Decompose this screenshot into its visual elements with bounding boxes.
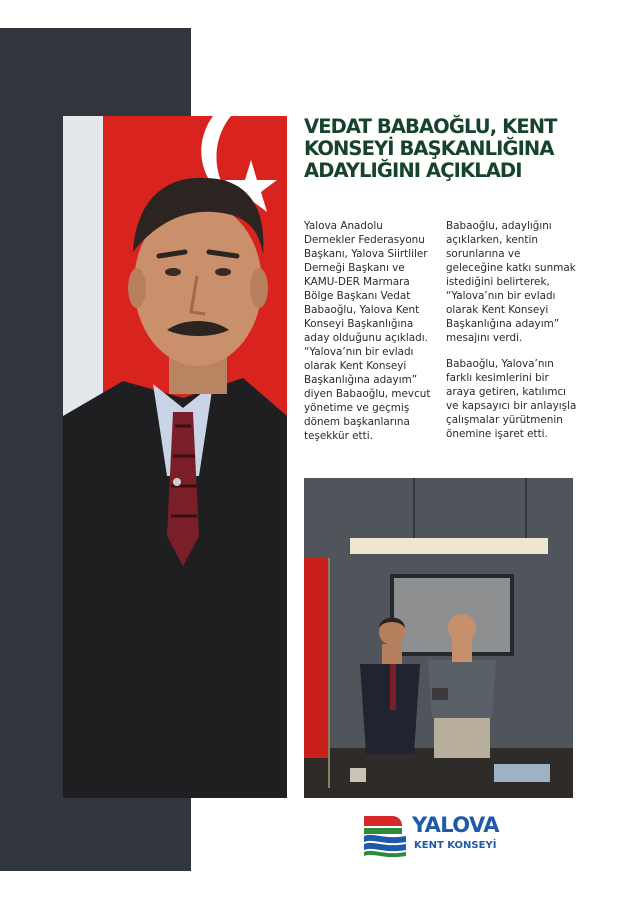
article-paragraph: Babaoğlu, Yalova’nın farklı kesimlerini bir araya getiren, katılımcı ve kapsayıcı bir anlayışla çalışmalar yürütmenin önemine işaret etti. xyxy=(446,358,577,440)
article-paragraph: Yalova Anadolu Dernekler Federasyonu Başkanı, Yalova Siirtliler Derneği Başkanı ve KAMU-DER Marmara Bölge Başkanı Vedat Babaoğlu, Yalova Kent Konseyi Başkanlığına aday olduğunu açıkladı. “Yalova’nın bir evladı olarak Kent Konseyi Başkanlığına adayım” diyen Babaoğlu, mevcut yönetime ve geçmiş dönem başkanlarına teşekkür etti. xyxy=(304,220,431,442)
kent-konseyi-emblem-icon xyxy=(362,810,412,860)
office-meeting-photo xyxy=(304,478,573,798)
article-headline: VEDAT BABAOĞLU, KENT KONSEYİ BAŞKANLIĞINA ADAYLIĞINI AÇIKLADI xyxy=(304,115,557,182)
logo-subtitle: KENT KONSEYİ xyxy=(414,840,497,851)
yalova-kent-konseyi-logo xyxy=(362,808,502,864)
portrait-photo xyxy=(63,116,287,798)
logo-name: YALOVA xyxy=(412,813,499,837)
article-column-left xyxy=(304,219,436,455)
article-column-right xyxy=(446,219,578,453)
article-paragraph: Babaoğlu, adaylığını açıklarken, kentin sorunlarına ve geleceğine katkı sunmak istediğini belirterek, “Yalova’nın bir evladı olarak Kent Konseyi Başkanlığına adayım” mesajını verdi. xyxy=(446,220,576,344)
